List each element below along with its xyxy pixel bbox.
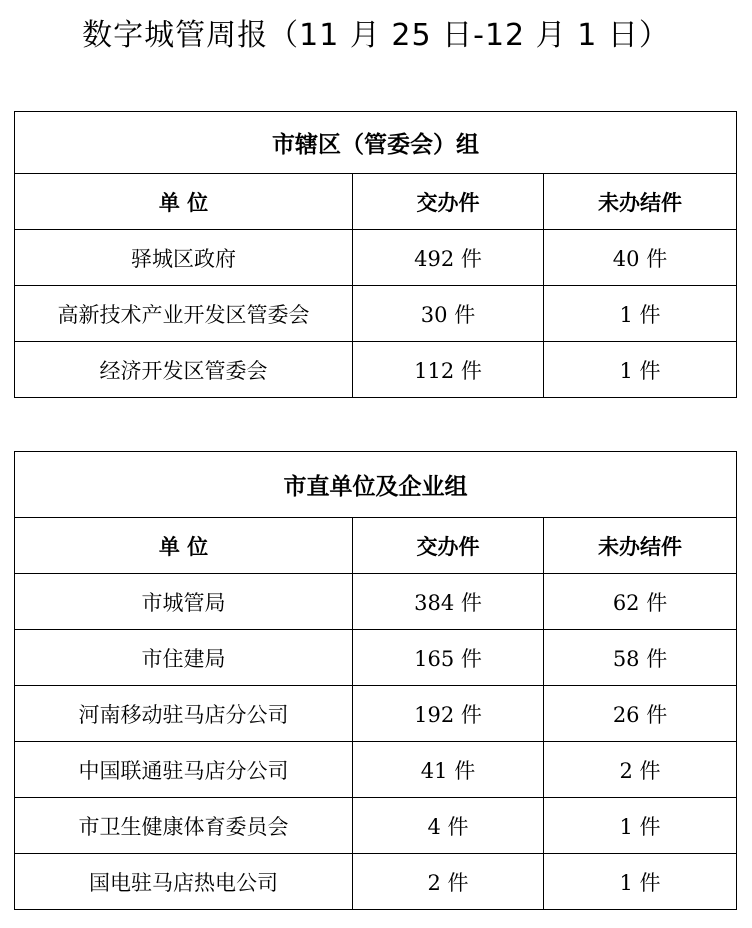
unit-cell: 市城管局 — [15, 574, 353, 630]
unfinished-cell: 62 件 — [544, 574, 737, 630]
table-row — [15, 742, 737, 798]
assigned-cell: 30 件 — [353, 286, 544, 342]
unit-cell: 市卫生健康体育委员会 — [15, 798, 353, 854]
unit-cell: 中国联通驻马店分公司 — [15, 742, 353, 798]
table-row — [15, 574, 737, 630]
table-row — [15, 854, 737, 910]
unit-cell: 高新技术产业开发区管委会 — [15, 286, 353, 342]
unfinished-cell: 40 件 — [544, 230, 737, 286]
assigned-cell: 492 件 — [353, 230, 544, 286]
page-title: 数字城管周报（11 月 25 日-12 月 1 日） — [82, 18, 670, 53]
table-row — [15, 230, 737, 286]
unit-cell: 市住建局 — [15, 630, 353, 686]
unfinished-cell: 1 件 — [544, 342, 737, 398]
column-header-unit: 单 位 — [15, 174, 353, 230]
table-row — [15, 630, 737, 686]
unfinished-cell: 1 件 — [544, 286, 737, 342]
unfinished-cell: 58 件 — [544, 630, 737, 686]
municipal-group-table — [14, 451, 737, 910]
assigned-cell: 41 件 — [353, 742, 544, 798]
table-row — [15, 286, 737, 342]
table-row — [15, 798, 737, 854]
unfinished-cell: 1 件 — [544, 854, 737, 910]
unfinished-cell: 2 件 — [544, 742, 737, 798]
column-header-assigned: 交办件 — [353, 174, 544, 230]
unit-cell: 驿城区政府 — [15, 230, 353, 286]
group-title: 市辖区（管委会）组 — [15, 112, 737, 174]
district-group-table — [14, 111, 737, 398]
column-header-unfinished: 未办结件 — [544, 518, 737, 574]
unit-cell: 国电驻马店热电公司 — [15, 854, 353, 910]
unfinished-cell: 26 件 — [544, 686, 737, 742]
column-header-assigned: 交办件 — [353, 518, 544, 574]
column-header-unfinished: 未办结件 — [544, 174, 737, 230]
group-title: 市直单位及企业组 — [15, 452, 737, 518]
unfinished-cell: 1 件 — [544, 798, 737, 854]
assigned-cell: 2 件 — [353, 854, 544, 910]
assigned-cell: 112 件 — [353, 342, 544, 398]
unit-cell: 河南移动驻马店分公司 — [15, 686, 353, 742]
assigned-cell: 165 件 — [353, 630, 544, 686]
unit-cell: 经济开发区管委会 — [15, 342, 353, 398]
column-header-unit: 单 位 — [15, 518, 353, 574]
table-row — [15, 686, 737, 742]
assigned-cell: 4 件 — [353, 798, 544, 854]
assigned-cell: 384 件 — [353, 574, 544, 630]
assigned-cell: 192 件 — [353, 686, 544, 742]
table-row — [15, 342, 737, 398]
